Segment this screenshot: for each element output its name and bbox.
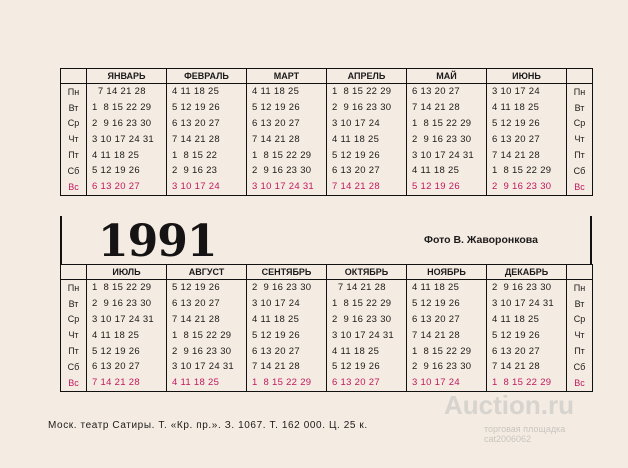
weekday-label: Пт [567, 147, 593, 163]
week-row [61, 84, 593, 100]
day-cell: 4 11 18 25 [247, 312, 327, 328]
day-cell: 6 13 20 27 [247, 343, 327, 359]
day-cell: 2 9 16 23 30 [407, 359, 487, 375]
month-header-row [61, 265, 593, 280]
day-cell: 4 11 18 25 [92, 149, 140, 161]
weekday-label: Пт [61, 343, 87, 359]
day-cell: 2 9 16 23 30 [247, 163, 327, 179]
week-row [61, 359, 593, 375]
month-header-row [61, 69, 593, 84]
day-cell: 6 13 20 27 [167, 116, 247, 132]
day-cell: 5 12 19 26 [247, 327, 327, 343]
day-cell: 7 14 21 28 [87, 375, 167, 391]
day-cell: 1 8 15 22 29 [327, 84, 407, 100]
day-cell: 4 11 18 25 [407, 163, 487, 179]
weekday-label: Сб [61, 163, 87, 179]
weekday-label: Вс [567, 179, 593, 195]
day-cell: 5 12 19 26 [487, 327, 567, 343]
day-cell: 1 8 15 22 29 [487, 163, 567, 179]
month-name: СЕНТЯБРЬ [247, 265, 327, 280]
month-name: АПРЕЛЬ [327, 69, 407, 84]
day-cell: 2 9 16 23 30 [247, 280, 327, 296]
month-name: АВГУСТ [167, 265, 247, 280]
day-cell: 4 11 18 25 [247, 84, 327, 100]
weekday-label: Чт [61, 131, 87, 147]
day-cell: 3 10 17 24 [407, 375, 487, 391]
week-row [61, 116, 593, 132]
weekday-label: Вт [567, 100, 593, 116]
week-row [61, 375, 593, 391]
weekday-label: Пн [567, 280, 593, 296]
weekday-label: Ср [61, 312, 87, 328]
day-cell: 1 8 15 22 29 [247, 147, 327, 163]
day-cell: 3 10 17 24 31 [247, 179, 327, 195]
photo-credit: Фото В. Жаворонкова [424, 234, 538, 246]
day-cell: 2 9 16 23 30 [92, 117, 152, 129]
day-cell: 3 10 17 24 31 [407, 147, 487, 163]
day-cell: 6 13 20 27 [327, 163, 407, 179]
day-cell: 7 14 21 28 [247, 131, 327, 147]
week-row [61, 179, 593, 195]
year-title: 1991 [98, 216, 217, 267]
week-row [61, 100, 593, 116]
watermark-sub-line: cat2006062 [484, 434, 532, 444]
day-cell: 5 12 19 26 [487, 116, 567, 132]
day-cell: 5 12 19 26 [167, 100, 247, 116]
day-cell: 6 13 20 27 [247, 116, 327, 132]
day-cell: 3 10 17 24 [327, 116, 407, 132]
day-cell: 5 12 19 26 [327, 147, 407, 163]
watermark-sub [484, 424, 565, 444]
month-name: НОЯБРЬ [407, 265, 487, 280]
day-cell: 7 14 21 28 [167, 131, 247, 147]
day-cell: 1 8 15 22 29 [92, 102, 152, 114]
day-cell: 7 14 21 28 [247, 359, 327, 375]
day-cell: 1 8 15 22 29 [92, 282, 152, 294]
day-cell: 5 12 19 26 [407, 179, 487, 195]
day-cell: 1 8 15 22 29 [407, 343, 487, 359]
day-cell: 6 13 20 27 [407, 84, 487, 100]
week-row [61, 312, 593, 328]
month-name: ДЕКАБРЬ [487, 265, 567, 280]
day-cell: 6 13 20 27 [327, 375, 407, 391]
day-cell: 3 10 17 24 31 [487, 296, 567, 312]
watermark: Auction.ru [444, 390, 574, 420]
day-cell: 1 8 15 22 29 [247, 375, 327, 391]
day-cell: 3 10 17 24 [247, 296, 327, 312]
day-cell: 4 11 18 25 [327, 343, 407, 359]
day-cell: 4 11 18 25 [407, 280, 487, 296]
day-cell: 1 8 15 22 29 [327, 296, 407, 312]
day-cell: 2 9 16 23 30 [407, 131, 487, 147]
day-cell: 6 13 20 27 [87, 179, 167, 195]
watermark-sub-line: торговая площадка [484, 424, 566, 434]
day-cell: 2 9 16 23 30 [487, 179, 567, 195]
day-cell: 2 9 16 23 30 [487, 280, 567, 296]
weekday-label: Сб [567, 163, 593, 179]
week-row [61, 163, 593, 179]
weekday-label: Пн [61, 84, 87, 100]
week-row [61, 296, 593, 312]
day-cell: 6 13 20 27 [407, 312, 487, 328]
day-cell: 7 14 21 28 [407, 100, 487, 116]
day-cell: 6 13 20 27 [487, 131, 567, 147]
day-cell: 4 11 18 25 [167, 84, 247, 100]
day-cell: 4 11 18 25 [327, 131, 407, 147]
day-cell: 3 10 17 24 [167, 179, 247, 195]
weekday-label: Вт [61, 296, 87, 312]
weekday-label: Ср [567, 312, 593, 328]
weekday-label: Сб [567, 359, 593, 375]
day-cell: 2 9 16 23 30 [327, 100, 407, 116]
weekday-label: Вс [567, 375, 593, 391]
day-cell: 5 12 19 26 [92, 345, 140, 357]
month-name: ФЕВРАЛЬ [167, 69, 247, 84]
day-cell: 6 13 20 27 [167, 296, 247, 312]
day-cell: 4 11 18 25 [487, 312, 567, 328]
calendar-top-half [60, 68, 593, 196]
weekday-label: Вс [61, 179, 87, 195]
day-cell: 3 10 17 24 [487, 84, 567, 100]
day-cell: 2 9 16 23 30 [92, 298, 152, 310]
day-cell: 4 11 18 25 [167, 375, 247, 391]
month-name: МАЙ [407, 69, 487, 84]
weekday-label: Вт [567, 296, 593, 312]
month-name: МАРТ [247, 69, 327, 84]
day-cell: 2 9 16 23 30 [327, 312, 407, 328]
day-cell: 4 11 18 25 [92, 329, 140, 341]
day-cell: 7 14 21 28 [327, 179, 407, 195]
weekday-label: Ср [61, 116, 87, 132]
weekday-label: Пт [567, 343, 593, 359]
weekday-label: Сб [61, 359, 87, 375]
day-cell: 3 10 17 24 31 [92, 133, 155, 145]
week-row [61, 327, 593, 343]
day-cell: 3 10 17 24 31 [92, 313, 155, 325]
weekday-label: Чт [567, 131, 593, 147]
frame-rule [590, 216, 592, 264]
week-row [61, 131, 593, 147]
day-cell: 5 12 19 26 [92, 165, 140, 177]
week-row [61, 147, 593, 163]
day-cell: 5 12 19 26 [407, 296, 487, 312]
month-name: ОКТЯБРЬ [327, 265, 407, 280]
frame-rule [60, 216, 62, 264]
day-cell: 3 10 17 24 31 [327, 327, 407, 343]
day-cell: 1 8 15 22 29 [167, 327, 247, 343]
weekday-label: Ср [567, 116, 593, 132]
day-cell: 6 13 20 27 [92, 361, 140, 373]
day-cell: 4 11 18 25 [487, 100, 567, 116]
weekday-label: Вт [61, 100, 87, 116]
day-cell: 7 14 21 28 [487, 147, 567, 163]
month-name: ИЮНЬ [487, 69, 567, 84]
day-cell: 6 13 20 27 [487, 343, 567, 359]
weekday-label: Чт [61, 327, 87, 343]
weekday-label: Вс [61, 375, 87, 391]
month-name: ЯНВАРЬ [87, 69, 167, 84]
week-row [61, 280, 593, 296]
day-cell: 1 8 15 22 [167, 147, 247, 163]
weekday-label: Пт [61, 147, 87, 163]
day-cell: 5 12 19 26 [327, 359, 407, 375]
day-cell: 5 12 19 26 [167, 280, 247, 296]
day-cell: 3 10 17 24 31 [167, 359, 247, 375]
day-cell: 7 14 21 28 [92, 86, 146, 98]
day-cell: 7 14 21 28 [167, 312, 247, 328]
weekday-label: Пн [567, 84, 593, 100]
day-cell: 7 14 21 28 [407, 327, 487, 343]
day-cell: 7 14 21 28 [487, 359, 567, 375]
day-cell: 1 8 15 22 29 [487, 375, 567, 391]
day-cell: 2 9 16 23 30 [167, 343, 247, 359]
week-row [61, 343, 593, 359]
weekday-label: Чт [567, 327, 593, 343]
print-info-footer: Моск. театр Сатиры. Т. «Кр. пр.». З. 1067. Т. 162 000. Ц. 25 к. [48, 420, 368, 431]
month-name: ИЮЛЬ [87, 265, 167, 280]
day-cell: 5 12 19 26 [247, 100, 327, 116]
day-cell: 2 9 16 23 [167, 163, 247, 179]
day-cell: 1 8 15 22 29 [407, 116, 487, 132]
day-cell: 7 14 21 28 [327, 280, 407, 296]
weekday-label: Пн [61, 280, 87, 296]
calendar-bottom-half [60, 264, 593, 392]
